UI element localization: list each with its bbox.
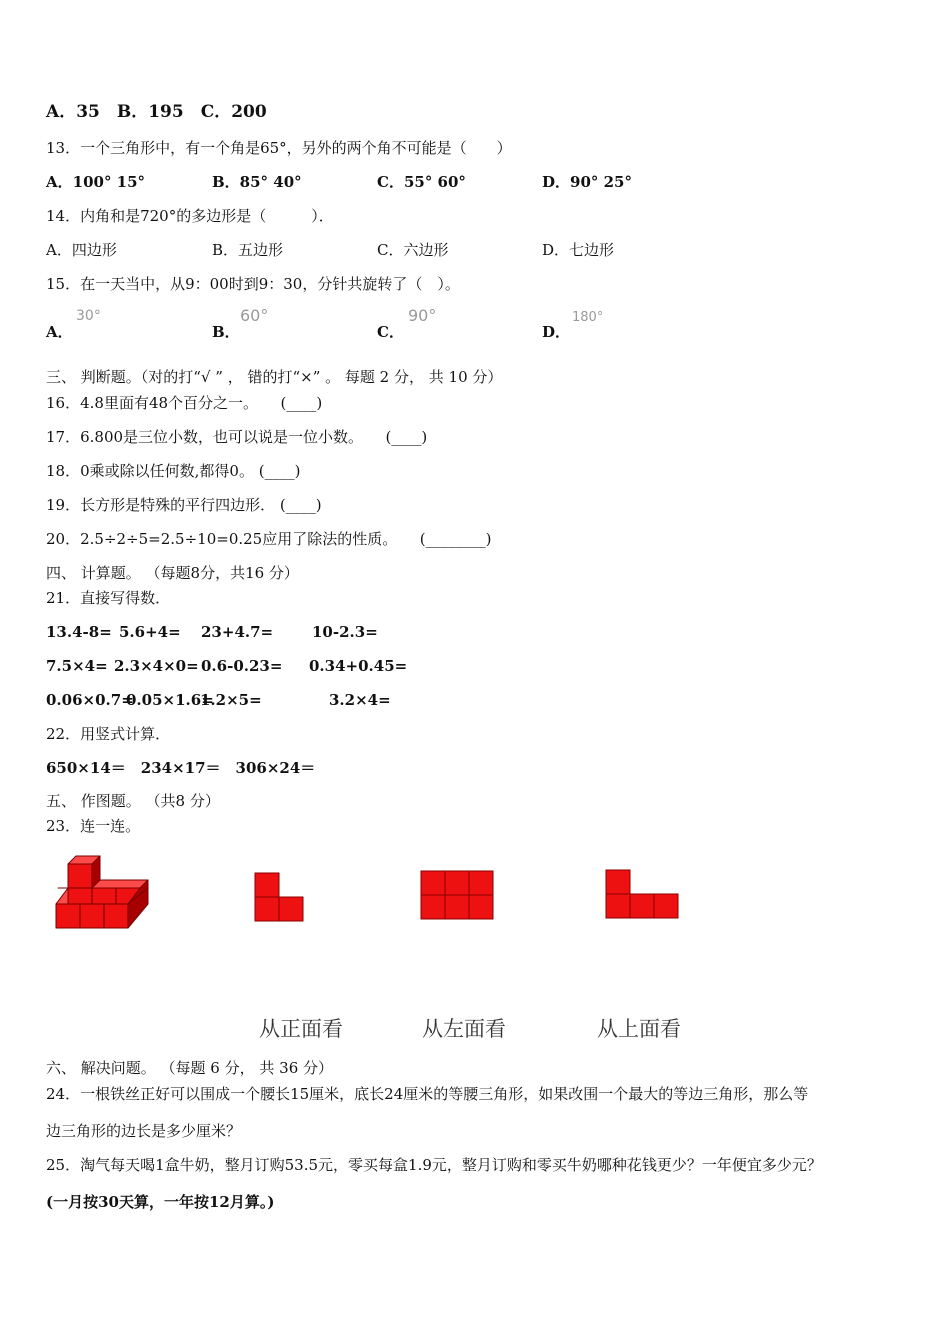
q15-stem: 15．在一天当中，从9：00时到9：30，分针共旋转了（ ）。: [46, 275, 460, 293]
q14-option-a[interactable]: A．四边形: [46, 241, 117, 259]
q16: 16．4.8里面有48个百分之一。 (____): [46, 394, 323, 412]
q17: 17．6.800是三位小数，也可以说是一位小数。 (____): [46, 428, 428, 446]
calc-item: 2.3×4×0=: [114, 657, 199, 675]
q14-option-c[interactable]: C．六边形: [377, 241, 449, 259]
q24-line2: 边三角形的边长是多少厘米？: [46, 1122, 242, 1140]
q13-stem: 13．一个三角形中，有一个角是65°，另外的两个角不可能是（ ）: [46, 139, 512, 157]
q13-option-d[interactable]: D．90° 25°: [542, 173, 632, 191]
q15-angle-c: 90°: [408, 306, 437, 325]
q15-angle-a: 30°: [76, 308, 101, 324]
q12-options: A．35 B．195 C．200: [46, 102, 267, 122]
calc-item: 5.6+4=: [119, 623, 181, 641]
calc-item: 23+4.7=: [201, 623, 274, 641]
q15-option-d[interactable]: D．: [542, 323, 571, 341]
q15-angle-b: 60°: [240, 306, 269, 325]
q18: 18．0乘或除以任何数,都得0。 (____): [46, 462, 301, 480]
q13-option-b[interactable]: B．85° 40°: [212, 173, 302, 191]
section5-heading: 五、 作图题。 （共8 分）: [46, 792, 220, 810]
q25-line2: (一月按30天算，一年按12月算。): [46, 1193, 275, 1211]
section4-heading: 四、 计算题。 （每题8分，共16 分）: [46, 564, 299, 582]
calc-item: 10-2.3=: [312, 623, 378, 641]
shape-l-long: [605, 869, 681, 921]
q24-line1: 24．一根铁丝正好可以围成一个腰长15厘米，底长24厘米的等腰三角形，如果改围一个最大的等边三角形，那么等: [46, 1085, 809, 1103]
q15-option-c[interactable]: C．: [377, 323, 404, 341]
section3-heading: 三、 判断题。（对的打“√ ” ， 错的打“×” 。 每题 2 分， 共 10 分）: [46, 368, 503, 386]
q25-line1: 25．淘气每天喝1盒牛奶，整月订购53.5元，零买每盒1.9元，整月订购和零买牛奶哪种花钱更少？一年便宜多少元？: [46, 1156, 822, 1174]
view-label-left: 从左面看: [422, 1017, 506, 1041]
q13-option-a[interactable]: A．100° 15°: [46, 173, 146, 191]
shape-rectangle-3x2: [420, 870, 496, 922]
q14-stem: 14．内角和是720°的多边形是（ ）．: [46, 207, 334, 225]
q20: 20．2.5÷2÷5=2.5÷10=0.25应用了除法的性质。 (________): [46, 530, 492, 548]
q19: 19．长方形是特殊的平行四边形． (____): [46, 496, 322, 514]
q22-items: 650×14＝ 234×17＝ 306×24＝: [46, 759, 316, 777]
calc-item: 7.5×4=: [46, 657, 108, 675]
q21-stem: 21．直接写得数．: [46, 589, 171, 607]
cube-stack-3d: [50, 854, 155, 934]
calc-item: 3.2×4=: [329, 691, 391, 709]
q23-stem: 23．连一连。: [46, 817, 141, 835]
view-label-top: 从上面看: [597, 1017, 681, 1041]
calc-item: 13.4-8=: [46, 623, 112, 641]
calc-item: 1.2×5=: [200, 691, 262, 709]
q15-angle-d: 180°: [572, 310, 604, 325]
q13-option-c[interactable]: C．55° 60°: [377, 173, 466, 191]
q14-option-d[interactable]: D．七边形: [542, 241, 615, 259]
calc-item: 0.05×1.6=: [126, 691, 214, 709]
q15-option-b[interactable]: B．: [212, 323, 240, 341]
calc-item: 0.06×0.7=: [46, 691, 134, 709]
calc-item: 0.34+0.45=: [309, 657, 408, 675]
q15-option-a[interactable]: A．: [46, 323, 73, 341]
calc-item: 0.6-0.23=: [201, 657, 283, 675]
q22-stem: 22．用竖式计算．: [46, 725, 171, 743]
view-label-front: 从正面看: [259, 1017, 343, 1041]
section6-heading: 六、 解决问题。 （每题 6 分， 共 36 分）: [46, 1059, 334, 1077]
q14-option-b[interactable]: B．五边形: [212, 241, 284, 259]
shape-l-small: [254, 872, 306, 924]
